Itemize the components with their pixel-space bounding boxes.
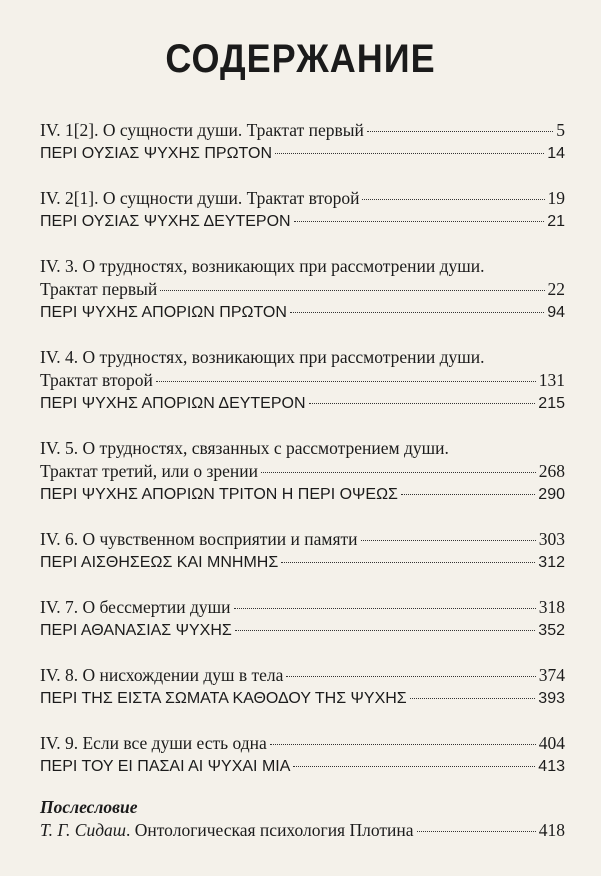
toc-line[interactable] [40,369,565,392]
toc-entry [40,187,565,233]
dot-leader [261,472,536,473]
dot-leader [293,766,535,767]
page-number: 404 [538,733,565,753]
toc-line[interactable] [40,664,565,687]
page-number: 215 [538,395,565,412]
page-number: 5 [556,120,565,140]
toc-entry-heading: IV. 5. О трудностях, связанных с рассмотрением души. [40,438,449,458]
dot-leader [286,676,535,677]
toc-line-text: ΠΕΡΙ ΤΟΥ ΕΙ ΠΑΣΑΙ ΑΙ ΨΥΧΑΙ ΜΙΑ [40,758,291,775]
table-of-contents [40,119,565,864]
toc-line-greek[interactable] [40,755,565,778]
toc-line-text: ΠΕΡΙ ΨΥΧΗΣ ΑΠΟΡΙΩΝ ΤΡΙΤΟΝ Η ΠΕΡΙ ΟΨΕΩΣ [40,486,398,503]
toc-line-text: ΠΕΡΙ ΟΥΣΙΑΣ ΨΥΧΗΣ ΔΕΥΤΕΡΟΝ [40,213,291,230]
page-number: 352 [538,622,565,639]
page-number: 374 [538,665,565,685]
toc-entry [40,346,565,415]
page-number: 318 [538,597,565,617]
afterword-section [40,796,565,842]
toc-line[interactable] [40,460,565,483]
page-number: 290 [538,486,565,503]
page-number: 413 [538,758,565,775]
dot-leader [361,540,536,541]
toc-line-greek[interactable] [40,210,565,233]
toc-entry [40,596,565,642]
toc-entry [40,528,565,574]
dot-leader [309,403,536,404]
dot-leader [401,494,535,495]
page-number: 418 [538,820,565,840]
page-number: 268 [538,461,565,481]
toc-line-text: IV. 6. О чувственном восприятии и памяти [40,529,358,549]
afterword-title: . Онтологическая психология Плотина [126,820,414,840]
dot-leader [234,608,536,609]
toc-entry [40,119,565,165]
page-number: 94 [547,304,565,321]
page-number: 19 [547,188,565,208]
page-number: 393 [538,690,565,707]
page-number: 303 [538,529,565,549]
toc-line-greek[interactable] [40,142,565,165]
toc-line-text: ΠΕΡΙ ΑΘΑΝΑΣΙΑΣ ΨΥΧΗΣ [40,622,232,639]
toc-line-text: Трактат третий, или о зрении [40,461,259,481]
page-number: 312 [538,554,565,571]
toc-line[interactable] [40,596,565,619]
toc-line-text: IV. 2[1]. О сущности души. Трактат второй [40,188,360,208]
dot-leader [270,744,536,745]
afterword-author: Т. Г. Сидаш [40,820,127,840]
page-number: 131 [538,370,565,390]
toc-line-text: IV. 8. О нисхождении душ в тела [40,665,284,685]
toc-line-text: ΠΕΡΙ ΨΥΧΗΣ ΑΠΟΡΙΩΝ ΠΡΩΤΟΝ [40,304,287,321]
toc-line-greek[interactable] [40,483,565,506]
page-title: СОДЕРЖАНИЕ [165,35,436,81]
toc-line-greek[interactable] [40,687,565,710]
dot-leader [160,290,544,291]
page-number: 22 [547,279,565,299]
toc-line[interactable] [40,528,565,551]
dot-leader [294,221,545,222]
toc-line[interactable] [40,732,565,755]
toc-line[interactable] [40,819,565,842]
toc-line-text: ΠΕΡΙ ΤΗΣ ΕΙΣΤΑ ΣΩΜΑΤΑ ΚΑΘΟΔΟΥ ΤΗΣ ΨΥΧΗΣ [40,690,407,707]
dot-leader [281,562,535,563]
toc-line-text: ΠΕΡΙ ΨΥΧΗΣ ΑΠΟΡΙΩΝ ΔΕΥΤΕΡΟΝ [40,395,306,412]
dot-leader [156,381,536,382]
toc-line-greek[interactable] [40,619,565,642]
toc-line-text: IV. 1[2]. О сущности души. Трактат первый [40,120,364,140]
toc-entries [40,119,565,778]
toc-line-text: IV. 9. Если все души есть одна [40,733,267,753]
toc-line-text: Трактат второй [40,370,153,390]
toc-line-greek[interactable] [40,551,565,574]
dot-leader [235,630,536,631]
toc-line-text: ΠΕΡΙ ΟΥΣΙΑΣ ΨΥΧΗΣ ΠΡΩΤΟΝ [40,145,273,162]
toc-line[interactable] [40,187,565,210]
toc-line-greek[interactable] [40,392,565,415]
toc-line[interactable] [40,119,565,142]
dot-leader [290,312,544,313]
page-number: 14 [547,145,565,162]
toc-entry [40,437,565,506]
dot-leader [367,131,553,132]
afterword-label: Послесловие [40,797,138,817]
toc-entry-heading: IV. 4. О трудностях, возникающих при рассмотрении души. [40,347,485,367]
dot-leader [417,831,536,832]
toc-entry-heading: IV. 3. О трудностях, возникающих при рассмотрении души. [40,256,485,276]
dot-leader [362,199,544,200]
dot-leader [275,153,544,154]
toc-line[interactable] [40,278,565,301]
toc-line-text: IV. 7. О бессмертии души [40,597,231,617]
toc-line-text: Трактат первый [40,279,158,299]
toc-entry [40,255,565,324]
toc-line-greek[interactable] [40,301,565,324]
toc-entry [40,732,565,778]
dot-leader [410,698,536,699]
page-number: 21 [547,213,565,230]
toc-entry [40,664,565,710]
toc-line-text: ΠΕΡΙ ΑΙΣΘΗΣΕΩΣ ΚΑΙ ΜΝΗΜΗΣ [40,554,279,571]
